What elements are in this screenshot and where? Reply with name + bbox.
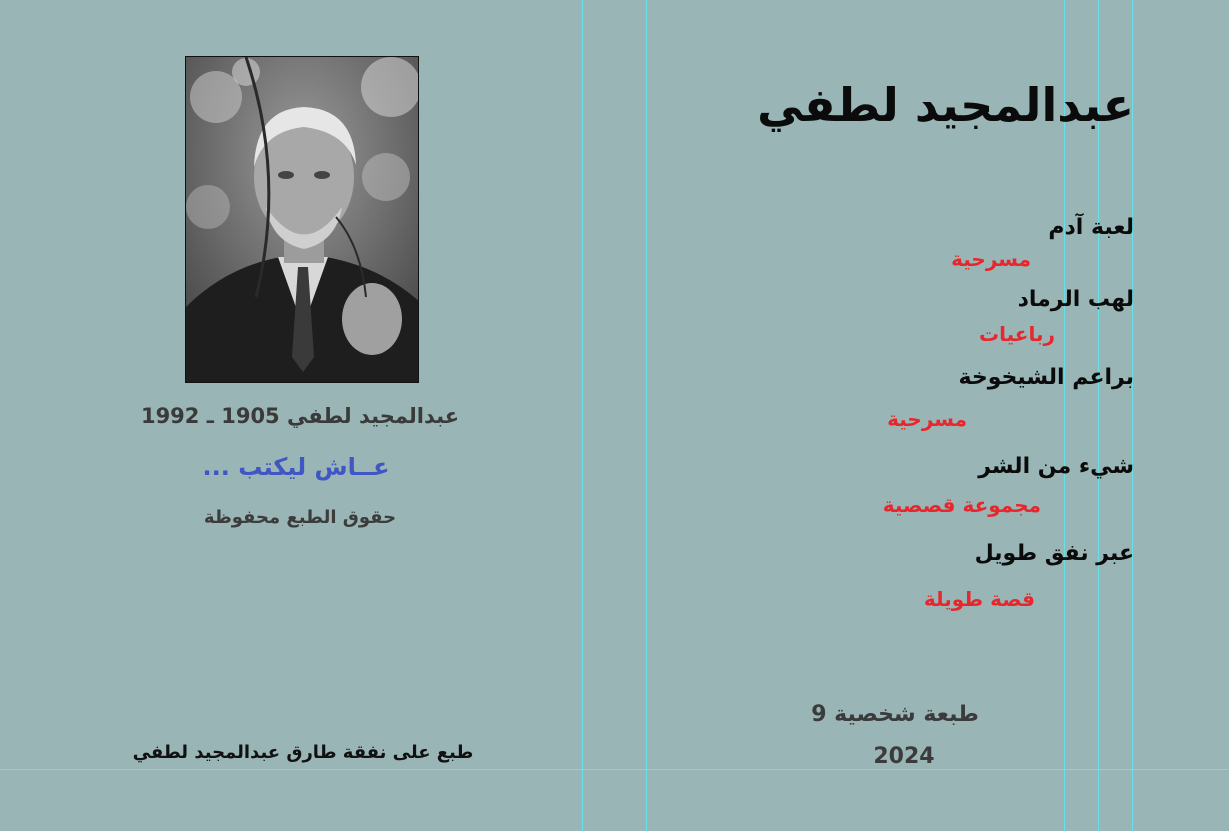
edition-label: طبعة شخصية 9 bbox=[811, 702, 979, 727]
work-genre: مسرحية bbox=[887, 407, 967, 431]
work-title: عبر نفق طويل bbox=[974, 541, 1134, 566]
author-photo bbox=[185, 56, 419, 383]
printed-by-note: طبع على نفقة طارق عبدالمجيد لطفي bbox=[132, 742, 474, 763]
guide-line bbox=[646, 0, 647, 831]
tagline: عــاش ليكتب ... bbox=[202, 453, 390, 481]
author-name-heading: عبدالمجيد لطفي bbox=[757, 78, 1134, 132]
work-genre: رباعيات bbox=[979, 322, 1055, 346]
work-genre: قصة طويلة bbox=[923, 587, 1035, 611]
author-lifespan-caption: عبدالمجيد لطفي 1905 ـ 1992 bbox=[140, 404, 460, 428]
work-title: لعبة آدم bbox=[1048, 215, 1134, 240]
copyright-notice: حقوق الطبع محفوظة bbox=[203, 507, 397, 528]
guide-line bbox=[582, 0, 583, 831]
edition-year: 2024 bbox=[873, 744, 935, 769]
work-genre: مجموعة قصصية bbox=[882, 493, 1041, 517]
guide-line bbox=[0, 769, 1229, 770]
work-title: شيء من الشر bbox=[978, 454, 1134, 479]
work-genre: مسرحية bbox=[951, 247, 1031, 271]
work-title: لهب الرماد bbox=[1017, 287, 1134, 312]
work-title: براعم الشيخوخة bbox=[958, 365, 1134, 390]
